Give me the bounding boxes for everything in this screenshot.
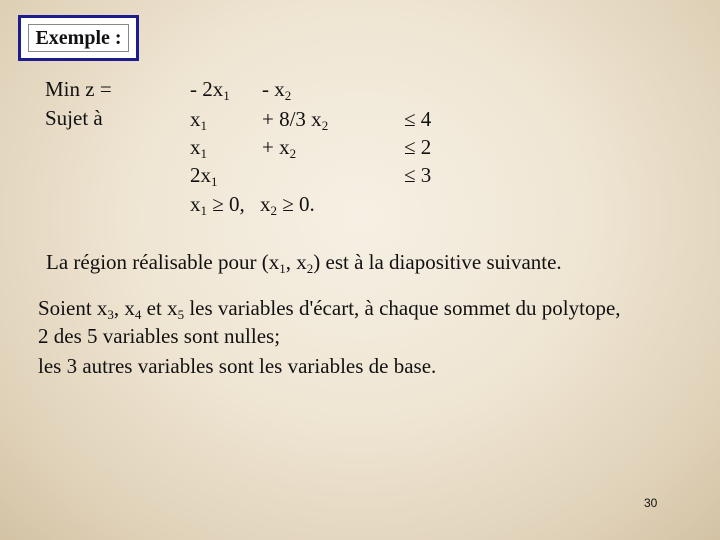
constraint-2-term-1: $x_1$ (190, 135, 207, 161)
objective-term-2: - $x_2$ (262, 77, 292, 103)
objective-term-1: - $2x_1$ (190, 77, 230, 103)
paragraph-line-3: les 3 autres variables sont les variables de base. (38, 354, 437, 378)
rhs-1: ≤ 4 (404, 107, 432, 131)
region-line: La région réalisable pour ($x_1$, $x_2$) est à la diapositive suivante. (46, 250, 562, 276)
paragraph-line-1: Soient $x_3$, $x_4$ et $x_5$ les variables d'écart, à chaque sommet du polytope, (38, 296, 621, 322)
slide-title: Exemple : (28, 24, 128, 52)
page-number: 30 (644, 496, 658, 510)
label-sujet-a: Sujet à (45, 106, 103, 130)
rhs-2: ≤ 2 (404, 135, 432, 159)
nonneg-x1: $x_1 \ge 0$, (190, 192, 245, 218)
rhs-3: ≤ 3 (404, 163, 432, 187)
paragraph-line-2: 2 des 5 variables sont nulles; (38, 324, 281, 348)
constraint-2-term-2: + $x_2$ (262, 135, 297, 161)
nonneg-x2: $x_2 \ge 0$. (260, 192, 315, 218)
constraint-1-term-2: + 8/3 $x_2$ (262, 107, 329, 133)
constraint-1-term-1: $x_1$ (190, 107, 207, 133)
constraint-3-term-1: $2x_1$ (190, 163, 218, 189)
label-min-z: Min z = (45, 77, 112, 101)
title-box (18, 15, 139, 61)
